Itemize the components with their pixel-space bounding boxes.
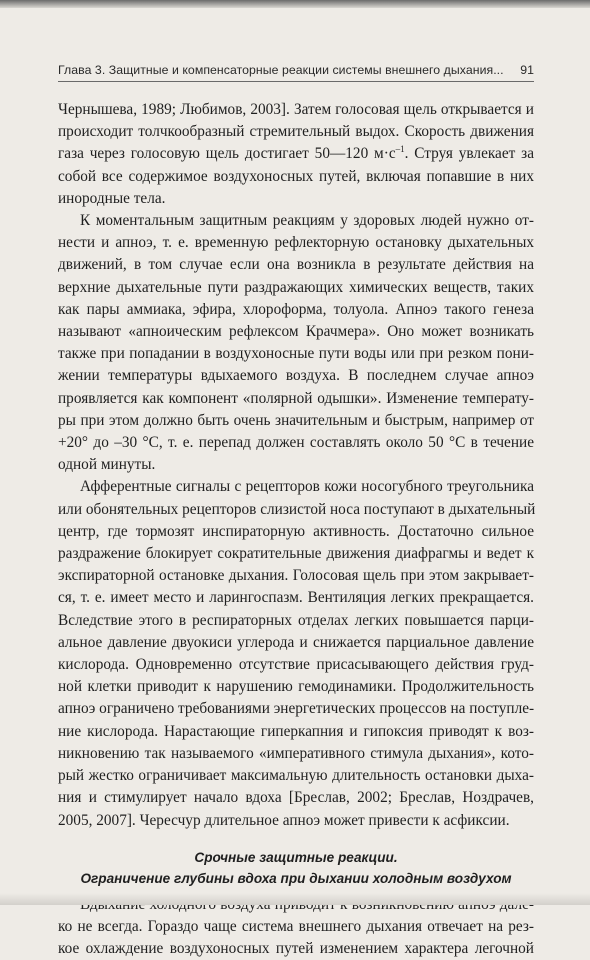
text-line: ния и стимулирует начало вдоха [Бреслав, 2002; Бреслав, Ноздрачев, (58, 789, 534, 807)
subheading-line-1: Срочные защитные реакции. (194, 849, 398, 865)
speed-tail: . Струя увлекает за (404, 145, 534, 163)
text-line: инородные тела. (58, 189, 166, 207)
page-number: 91 (520, 63, 534, 77)
body-text (58, 99, 534, 960)
text-line: ры при этом должно быть очень значительным и быстрым, например от (58, 411, 534, 429)
text-line: происходит толчкообразный стремительный выдох. Скорость движения (58, 123, 534, 141)
text-line: как пары аммиака, эфира, хлороформа, толуола. Апноэ такого генеза (58, 300, 534, 318)
text-line: также при попадании в воздухоносные пути воды или при резком пони- (58, 345, 534, 363)
text-line: апноэ ограничено требованиями энергетических процессов на поступле- (58, 700, 535, 718)
text-line: Афферентные сигналы с рецепторов кожи носогубного треугольника (80, 478, 534, 496)
text-line: кислорода. Одновременно отсутствие присасывающего действия груд- (58, 656, 534, 674)
header-rule (58, 81, 534, 82)
page-top-edge (0, 0, 590, 8)
text-line: центр, где тормозят инспираторную активность. Достаточно сильное (58, 522, 534, 540)
speed-text: газа через голосовую щель достигает 50—120 м·с (58, 145, 396, 163)
text-line: +20° до –30 °С, т. е. перепад должен составлять около 50 °С в течение (58, 434, 534, 452)
paragraph-2 (58, 210, 534, 476)
text-line: жении температуры вдыхаемого воздуха. В последнем случае апноэ (58, 367, 534, 385)
speed-unit-exponent: –1 (395, 144, 405, 155)
chapter-title: Глава 3. Защитные и компенсаторные реакции системы внешнего дыхания... (58, 63, 504, 77)
text-line: кое охлаждение воздухоносных путей изменением характера легочной (58, 940, 534, 958)
text-line: проявляется как компонент «полярной одышки». Изменение температу- (58, 389, 534, 407)
text-line: верхние дыхательные пути раздражающих химических веществ, таких (58, 278, 534, 296)
text-line: движений, в том случае если она возникла в результате действия на (58, 256, 534, 274)
subheading-line-2: Ограничение глубины вдоха при дыхании холодным воздухом (80, 870, 512, 886)
text-line: собой все содержимое воздухоносных путей, включая попавшие в них (58, 167, 534, 185)
text-line: одной минуты. (58, 456, 156, 474)
text-line: ние кислорода. Нарастающие гиперкапния и гипоксия приводят к воз- (58, 722, 534, 740)
text-line (58, 143, 534, 165)
text-line: альное давление двуокиси углерода и снижается парциальное давление (58, 633, 534, 651)
text-line: никновению так называемого «императивного стимула дыхания», кото- (58, 744, 534, 762)
text-line: К моментальным защитным реакциям у здоровых людей нужно от- (80, 212, 534, 230)
text-line: ко не всегда. Гораздо чаще система внешнего дыхания отвечает на рез- (58, 917, 534, 935)
section-subheading (58, 847, 534, 889)
text-line: рый жестко ограничивает максимальную длительность остановки дыха- (58, 767, 534, 785)
text-line: Чернышева, 1989; Любимов, 2003]. Затем голосовая щель открывается и (58, 101, 534, 118)
text-line: Вследствие этого в респираторных отделах легких повышается парци- (58, 611, 534, 629)
text-line: 2005, 2007]. Чересчур длительное апноэ может привести к асфиксии. (58, 811, 510, 829)
paragraph-1 (58, 99, 534, 210)
text-line: ся, т. е. имеет место и ларингоспазм. Вентиляция легких прекращается. (58, 589, 534, 607)
text-line: ной клетки приводит к нарушению гемодинамики. Продолжительность (58, 678, 534, 696)
text-line: или обонятельных рецепторов слизистой носа поступают в дыхательный (58, 500, 536, 518)
paragraph-3 (58, 476, 534, 831)
text-line: экспираторной остановке дыхания. Голосовая щель при этом закрывает- (58, 567, 534, 585)
text-line: называют «апноическим рефлексом Крачмера». Оно может возникать (58, 323, 534, 341)
text-line: раздражение блокирует сократительные движения диафрагмы и ведет к (58, 545, 534, 563)
text-line: нести и апноэ, т. е. временную рефлекторную остановку дыхательных (58, 234, 534, 252)
page-bottom-edge (0, 893, 590, 905)
